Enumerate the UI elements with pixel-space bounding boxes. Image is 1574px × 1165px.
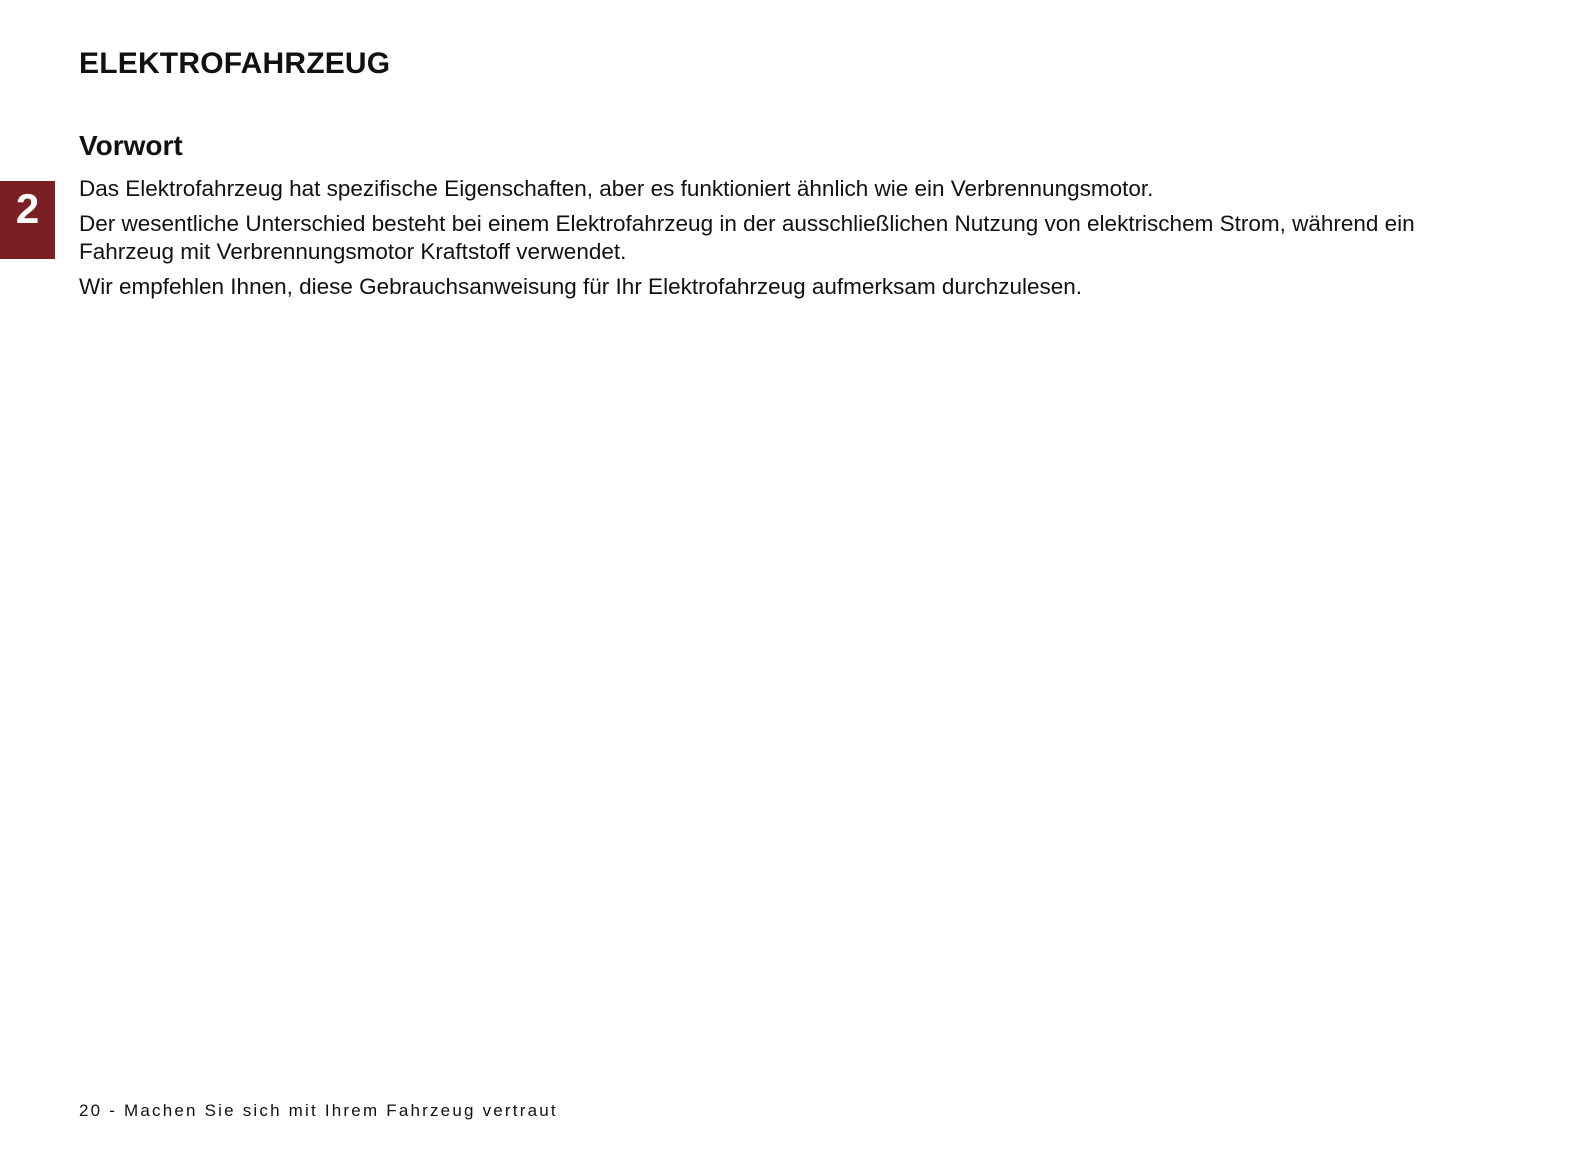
- paragraph: Wir empfehlen Ihnen, diese Gebrauchsanweisung für Ihr Elektrofahrzeug aufmerksam durchzulesen.: [79, 274, 1083, 299]
- section-heading: Vorwort: [79, 130, 183, 161]
- page-footer: 20 - Machen Sie sich mit Ihrem Fahrzeug vertraut: [79, 1101, 558, 1120]
- chapter-tab: 2: [0, 181, 55, 259]
- page-title: ELEKTROFAHRZEUG: [79, 47, 391, 80]
- paragraph: Das Elektrofahrzeug hat spezifische Eigenschaften, aber es funktioniert ähnlich wie ein Verbrennungsmotor.: [79, 176, 1154, 201]
- body-text: [79, 175, 1479, 308]
- paragraph: Der wesentliche Unterschied besteht bei einem Elektrofahrzeug in der ausschließlichen Nutzung von elektrischem Strom, während ein Fahrzeug mit Verbrennungsmotor Kraftstoff verwendet.: [79, 211, 1415, 264]
